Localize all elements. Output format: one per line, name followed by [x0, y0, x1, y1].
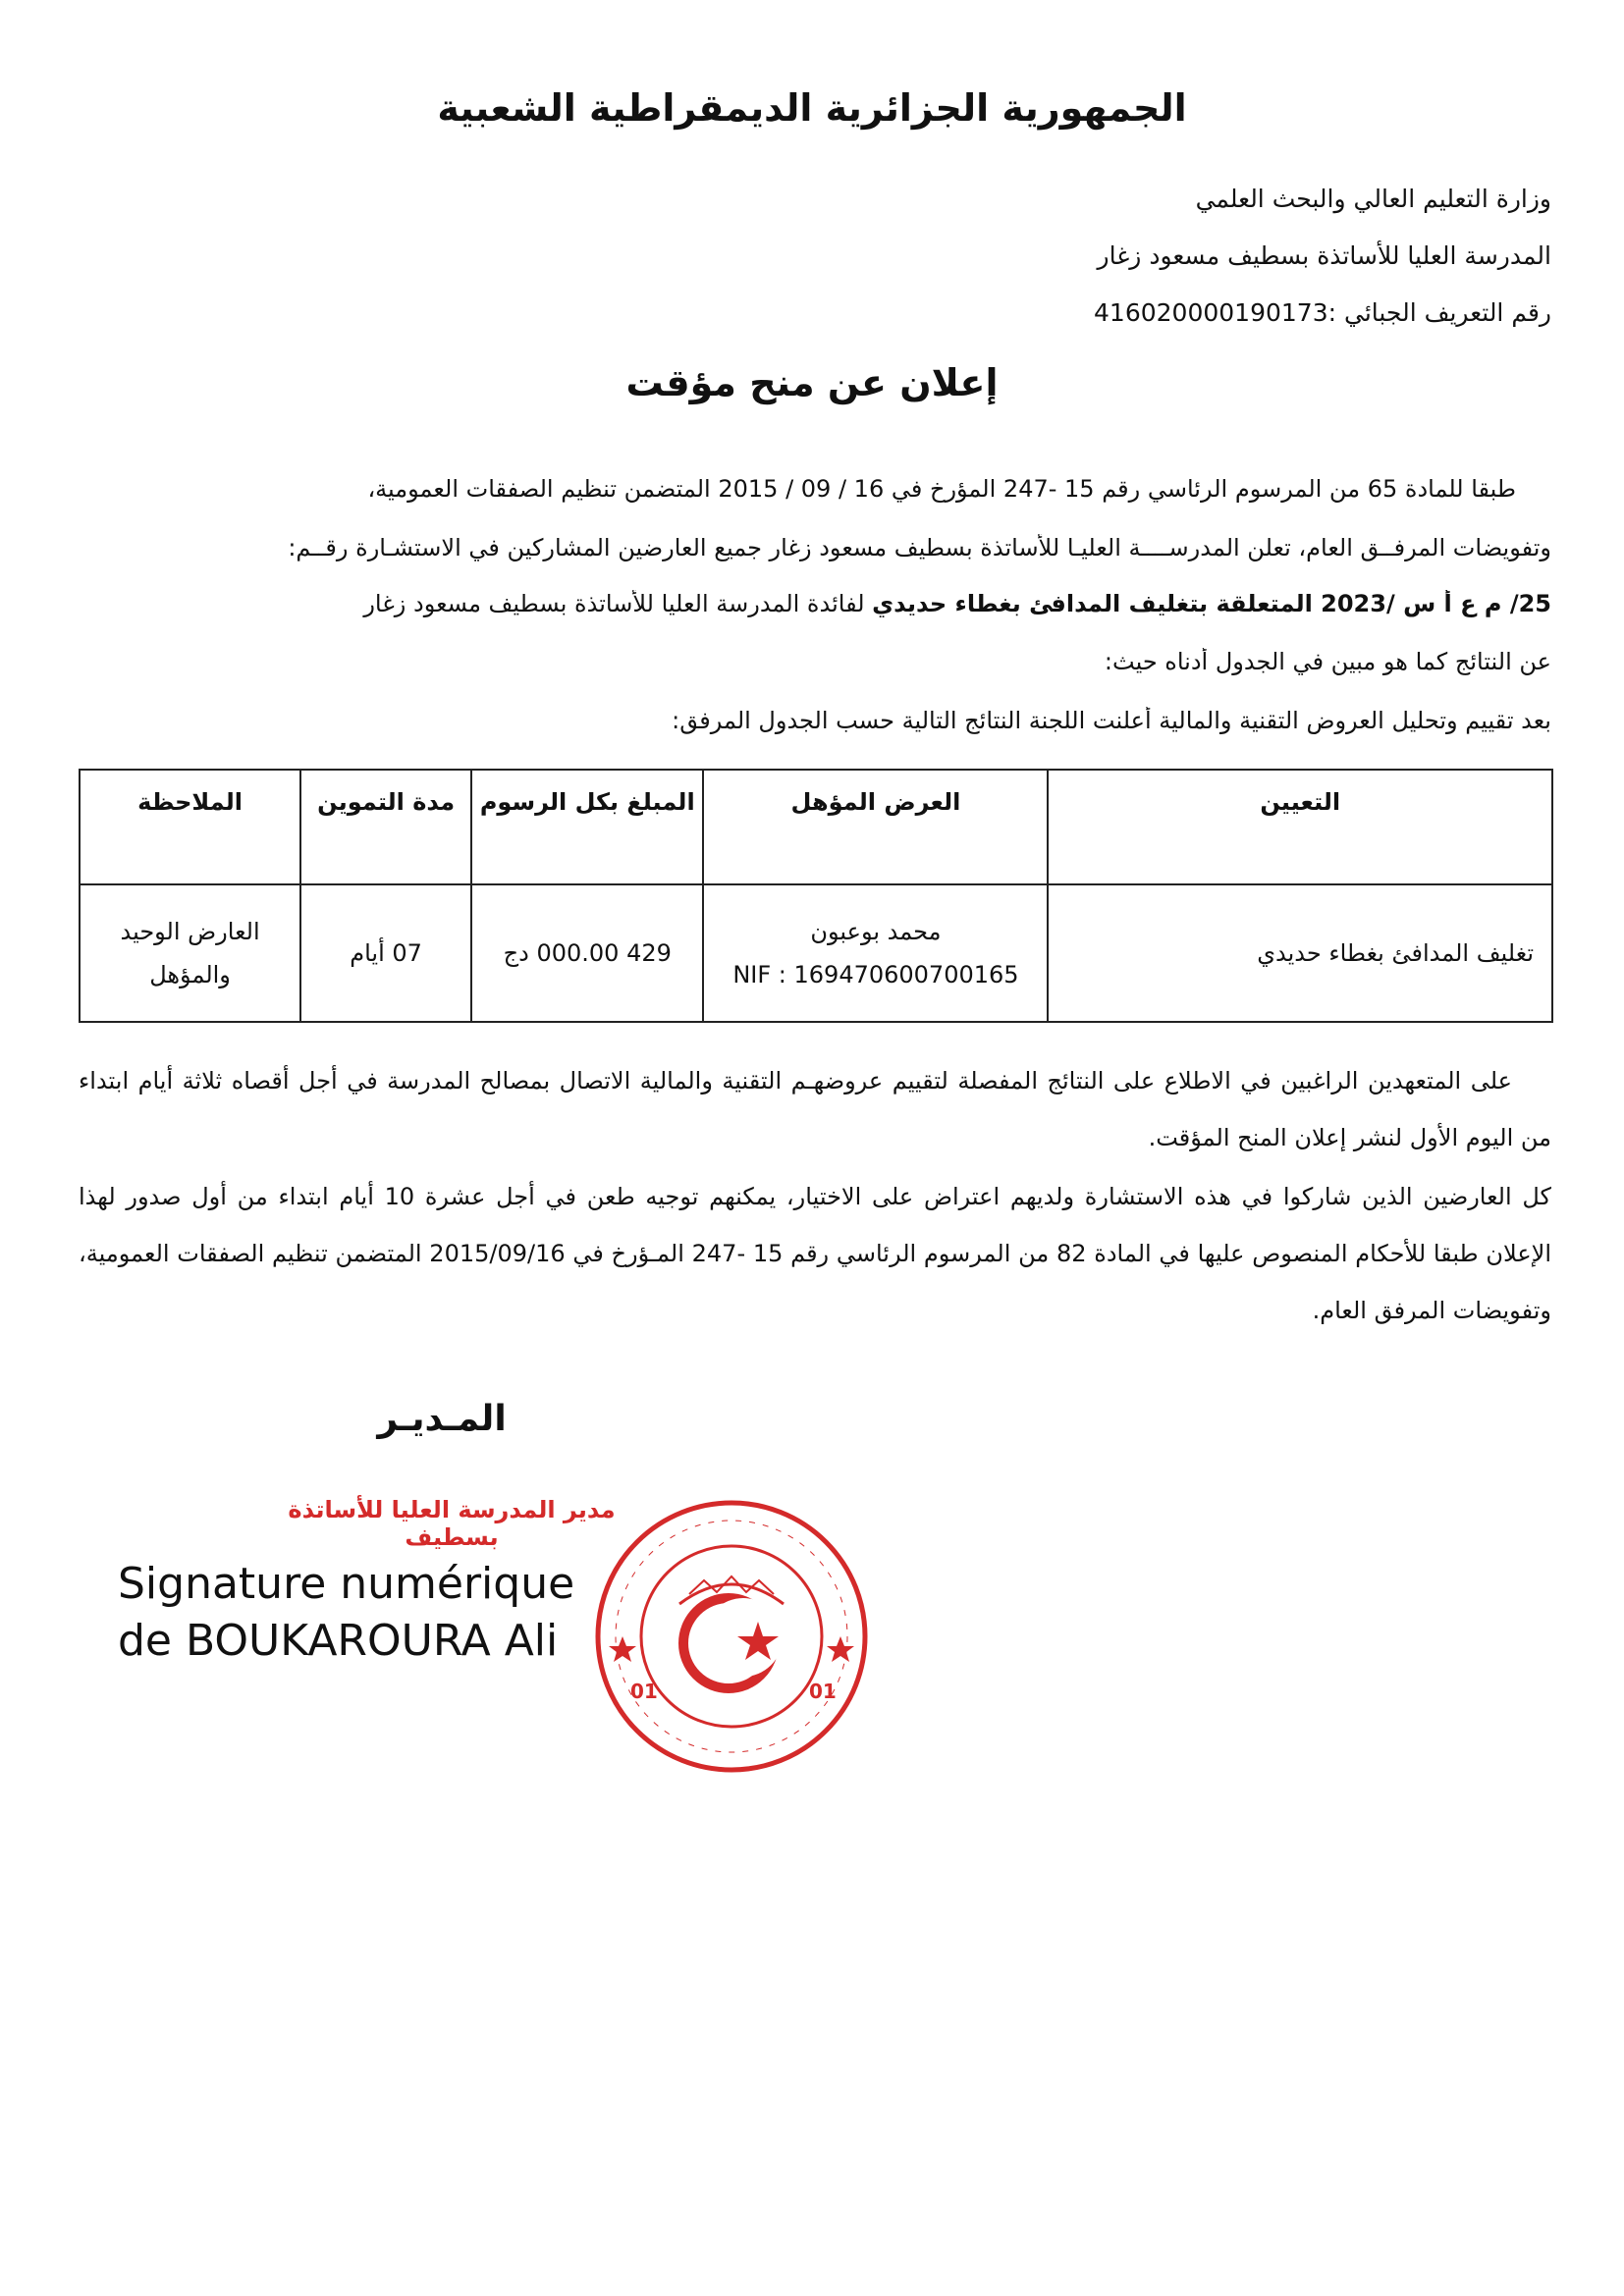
consultation-reference: 25/ م ع أ س /2023 المتعلقة بتغليف المدافئ بغطاء حديدي: [872, 590, 1551, 617]
document-title: إعلان عن منح مؤقت: [625, 361, 999, 404]
intro-line-1: طبقا للمادة 65 من المرسوم الرئاسي رقم 15 -247 المؤرخ في 16 / 09 / 2015 المتضمن تنظيم الصفقات العمومية،: [367, 475, 1516, 503]
seal-number-right: 01: [809, 1680, 837, 1703]
tax-id-line: رقم التعريف الجبائي :416020000190173: [1094, 298, 1551, 327]
seal-number-left: 01: [630, 1680, 658, 1703]
bidder-name: محمد بوعبون: [810, 918, 942, 945]
table-row: [80, 884, 1552, 1022]
results-table: [79, 769, 1553, 1023]
cell-duration: 07 أيام: [300, 884, 471, 1022]
bidder-nif: NIF : 169470600700165: [732, 961, 1019, 988]
cell-designation: تغليف المدافئ بغطاء حديدي: [1048, 884, 1552, 1022]
intro-line-3: [79, 590, 1551, 617]
intro-line-5: بعد تقييم وتحليل العروض التقنية والمالية أعلنت اللجنة النتائج التالية حسب الجدول المرفق:: [672, 707, 1551, 734]
header-qualified-bid: العرض المؤهل: [703, 770, 1048, 884]
intro-line-4: عن النتائج كما هو مبين في الجدول أدناه حيث:: [1104, 648, 1551, 675]
digital-signature: [118, 1556, 574, 1670]
paragraph-appeal: كل العارضين الذين شاركوا في هذه الاستشارة ولديهم اعتراض على الاختيار، يمكنهم توجيه طعن في أجل عشرة 10 أيام ابتداء من أول صدور لهذا الإعلان طبقا للأحكام المنصوص عليها في المادة 82 من المرسوم الرئاسي رقم 15 -247 المـؤرخ في 2015/09/16 المتضمن تنظيم الصفقات العمومية، وتفويضات المرفق العام.: [79, 1183, 1551, 1324]
signature-line-1: Signature numérique: [118, 1559, 575, 1609]
paragraph-inspection: على المتعهدين الراغبين في الاطلاع على النتائج المفصلة لتقييم عروضهـم التقنية والمالية الاتصال بمصالح المدرسة في أجل أقصاه ثلاثة أيام ابتداء من اليوم الأول لنشر إعلان المنح المؤقت.: [79, 1067, 1551, 1151]
director-stamp-text: مدير المدرسة العليا للأساتذة بسطيف: [288, 1496, 616, 1551]
director-title: المـديـر: [377, 1399, 507, 1439]
signature-line-2: de BOUKAROURA Ali: [118, 1616, 559, 1666]
header-amount: المبلغ بكل الرسوم: [471, 770, 703, 884]
header-note: الملاحظة: [80, 770, 300, 884]
official-seal-icon: [591, 1496, 872, 1777]
note-line-1: العارض الوحيد: [120, 918, 260, 945]
table-header-row: [80, 770, 1552, 884]
ministry-line: وزارة التعليم العالي والبحث العلمي: [1195, 185, 1551, 213]
intro-line-2: وتفويضات المرفــق العام، تعلن المدرســــة العليـا للأساتذة بسطيف مسعود زغار جميع العارضين المشاركين في الاستشـارة رقــم:: [288, 534, 1551, 561]
cell-note: [80, 884, 300, 1022]
cell-qualified-bid: [703, 884, 1048, 1022]
intro-line-3-rest: لفائدة المدرسة العليا للأساتذة بسطيف مسعود زغار: [363, 590, 873, 617]
note-line-2: والمؤهل: [149, 961, 231, 988]
cell-amount: 429 000.00 دج: [471, 884, 703, 1022]
republic-heading: الجمهورية الجزائرية الديمقراطية الشعبية: [437, 86, 1187, 130]
header-designation: التعيين: [1048, 770, 1552, 884]
school-line: المدرسة العليا للأساتذة بسطيف مسعود زغار: [1097, 241, 1551, 270]
header-duration: مدة التموين: [300, 770, 471, 884]
